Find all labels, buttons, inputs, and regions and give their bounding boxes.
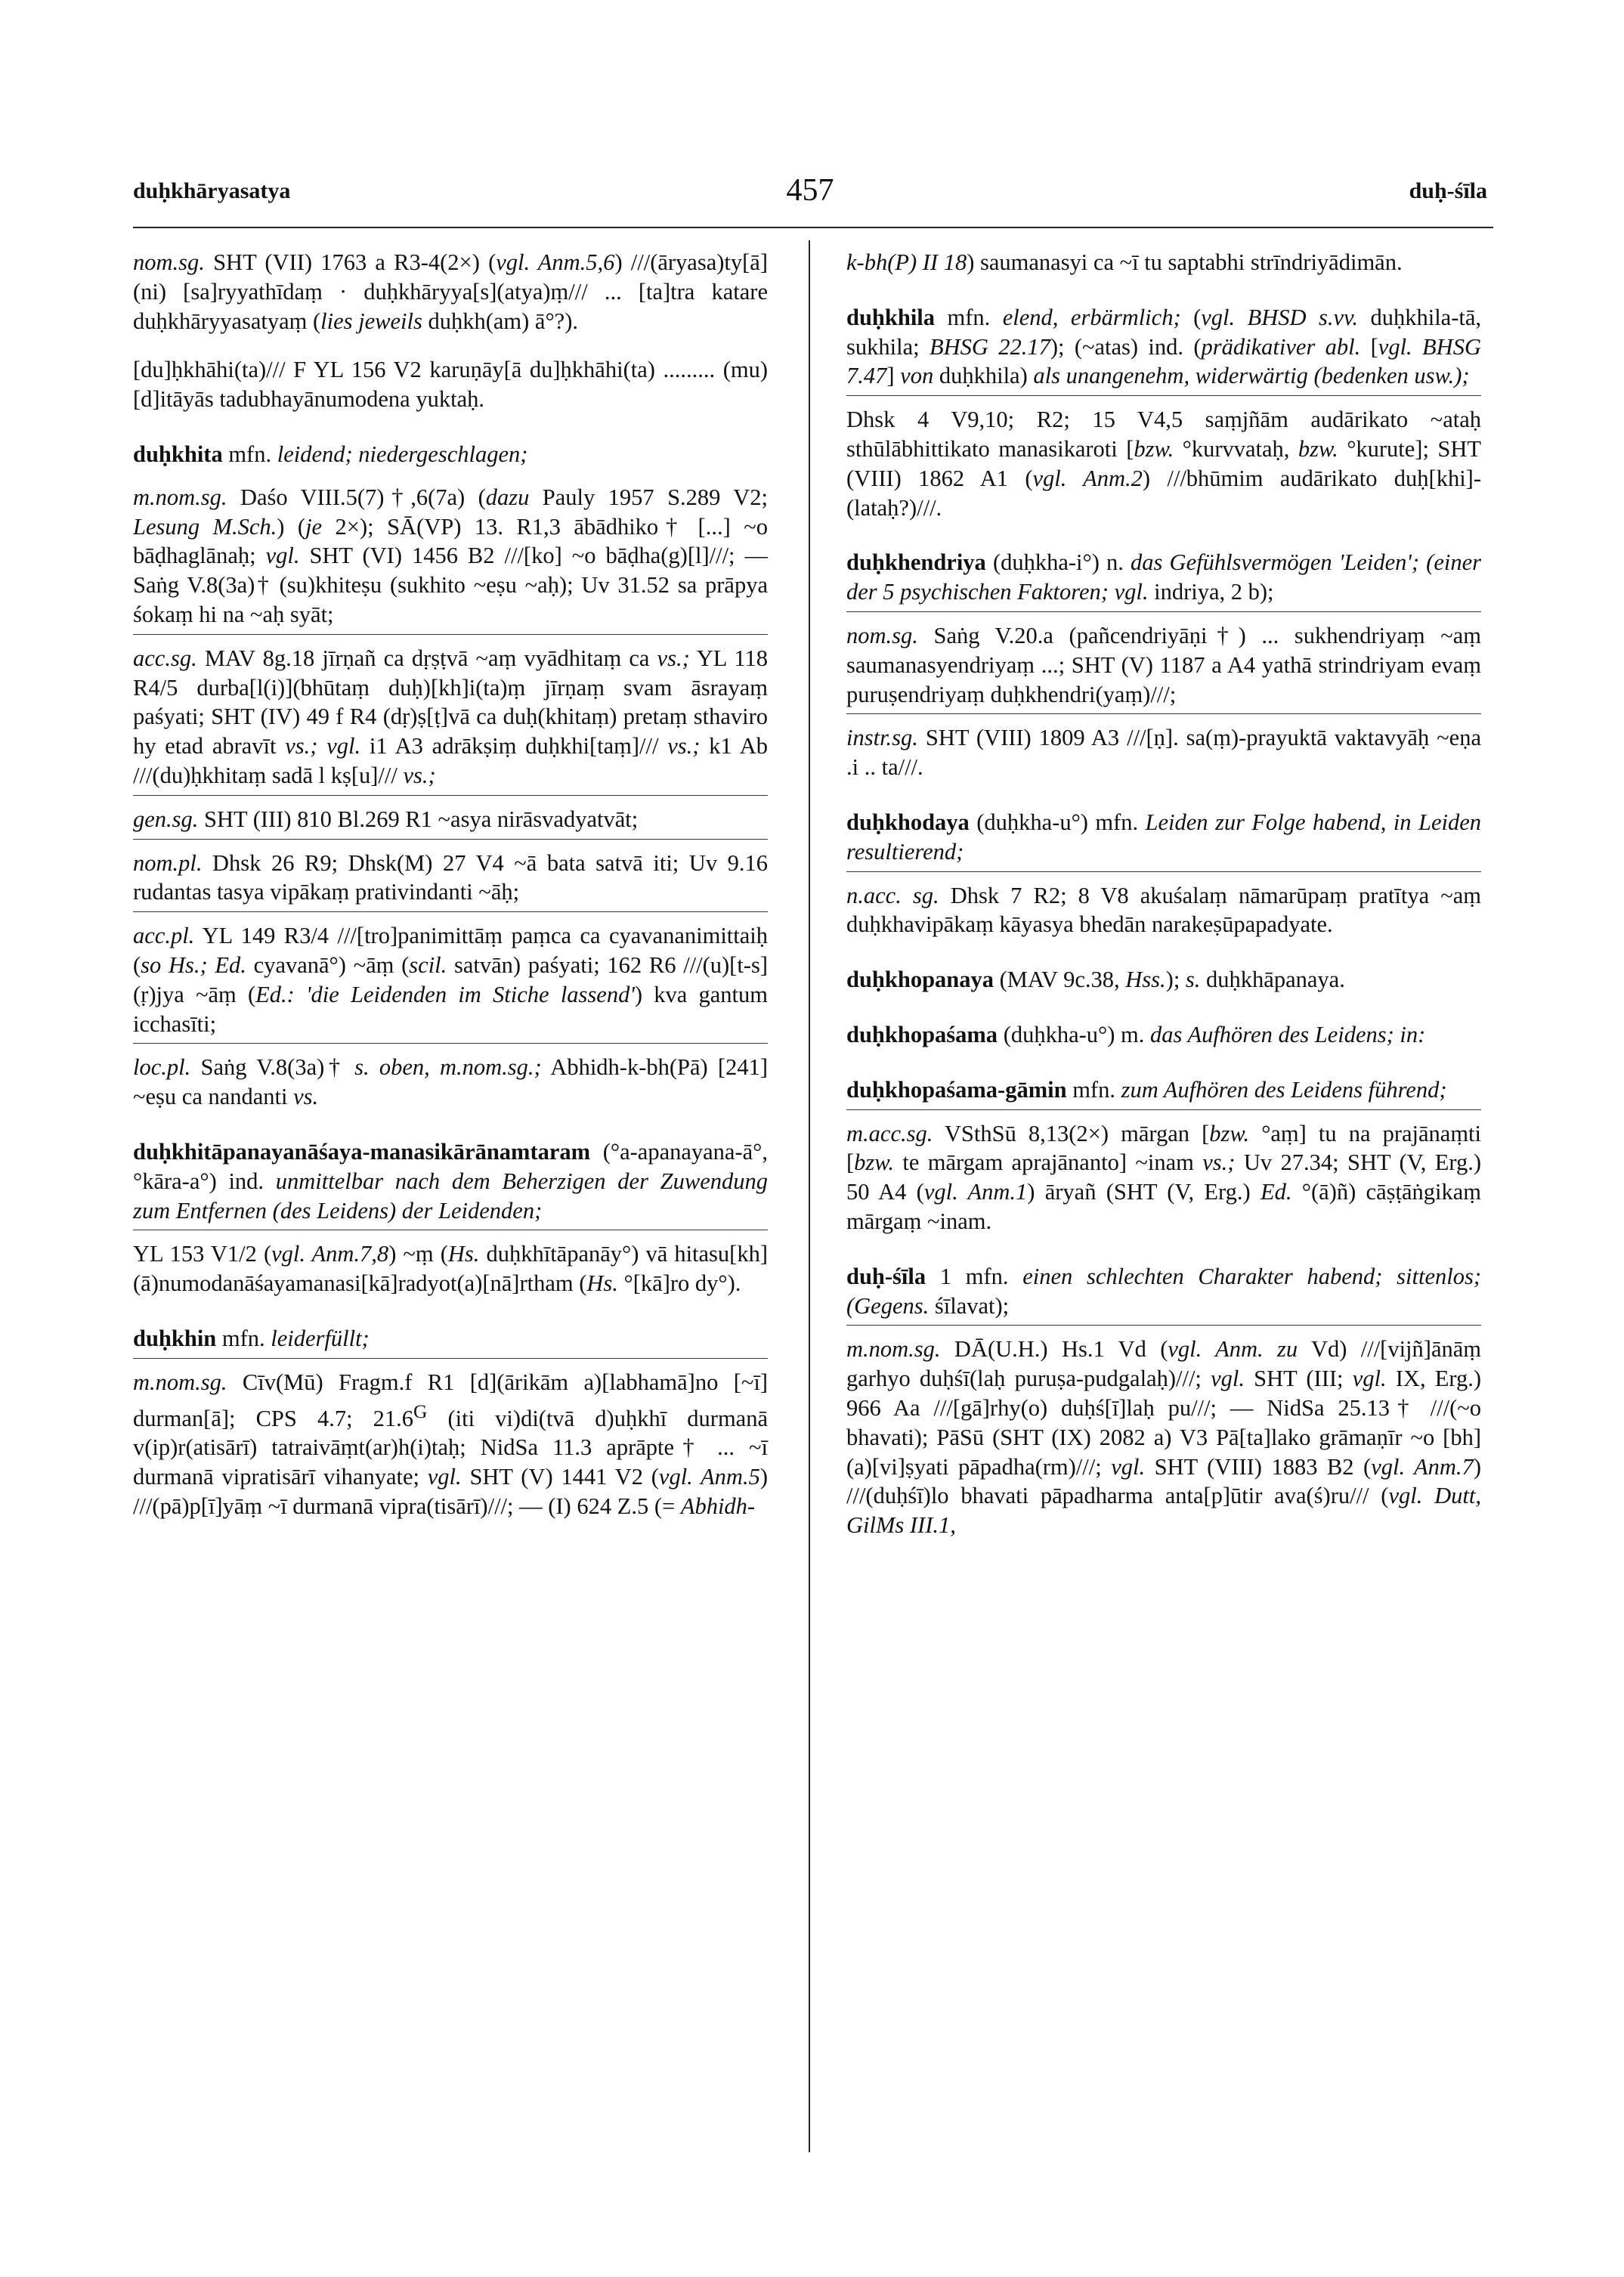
entry-paragraph: acc.pl. YL 149 R3/4 ///[tro]panimittāṃ paṃca ca cyavananimittaiḥ (so Hs.; Ed. cyavanā°) ~āṃ (scil. satvān) paśyati; 162 R6 ///(u)[t-s](ṛ)jya ~āṃ (Ed.: 'die Leidenden im Stiche lassend') kva gantum icchasīti; [133,921,768,1044]
entry-paragraph: Dhsk 4 V9,10; R2; 15 V4,5 saṃjñām audārikato ~ataḥ sthūlābhittikato manasikaroti [bzw. °kurvvataḥ, bzw. °kurute]; SHT (VIII) 1862 A1 (vgl. Anm.2) ///bhūmim audārikato duḥ[khi]-(lataḥ?)///. [846,407,1482,521]
lemma-duhkhila: duḥkhila mfn. elend, erbärmlich; (vgl. BHSD s.vv. duḥkhila-tā, sukhila; BHSG 22.17); (~atas) ind. (prädikativer abl. [vgl. BHSG 7.47] von duḥkhila) als unangenehm, widerwärtig (bedenken usw.); [846,303,1481,396]
entry-paragraph: nom.sg. Saṅg V.20.a (pañcendriyāṇi†) ... sukhendriyaṃ ~aṃ saumanasyendriyaṃ ...; SHT (V) 1187 a A4 yathā strindriyam evaṃ puruṣendriyaṃ duḥkhendri(yaṃ)///; [846,621,1481,714]
running-header [133,173,1487,224]
entry-paragraph: YL 153 V1/2 (vgl. Anm.7,8) ~ṃ (Hs. duḥkhītāpanāy°) vā hitasu[kh](ā)numodanāśayamanasi[kā]radyot(a)[nā]rtham (Hs. °[kā]ro dy°). [133,1241,768,1297]
entry-paragraph: gen.sg. SHT (III) 810 Bl.269 R1 ~asya nirāsvadyatvāt; [133,805,768,840]
entry-paragraph: n.acc. sg. Dhsk 7 R2; 8 V8 akuśalaṃ nāmarūpaṃ pratītya ~aṃ duḥkhavipākaṃ kāyasya bhedān narakeṣūpapadyate. [846,882,1481,938]
entry-paragraph: instr.sg. SHT (VIII) 1809 A3 ///[ṇ]. sa(ṃ)-prayuktā vaktavyāḥ ~eṇa .i .. ta///. [846,725,1481,781]
entry-paragraph: m.nom.sg. DĀ(U.H.) Hs.1 Vd (vgl. Anm. zu Vd) ///[vijñ]ānāṃ garhyo duḥśī(laḥ puruṣa-pudgalaḥ)///; vgl. SHT (III; vgl. IX, Erg.) 966 Aa ///[gā]rhy(o) duḥś[ī]laḥ pu///; — NidSa 25.13† ///(~o bhavati); PāSū (SHT (IX) 2082 a) V3 Pā[ta]lako grāmaṇīr ~o [bh](a)[vi]ṣyati pāpadha(rm)///; vgl. SHT (VIII) 1883 B2 (vgl. Anm.7) ///(duḥśī)lo bhavati pāpadharma anta[p]ūtir ava(ś)ru/// (vgl. Dutt, GilMs III.1, [846,1336,1482,1539]
lemma-duh-sila: duḥ-śīla 1 mfn. einen schlechten Charakter habend; sittenlos; (Gegens. śīlavat); [846,1262,1481,1326]
entry-paragraph: nom.sg. SHT (VII) 1763 a R3-4(2×) (vgl. Anm.5,6) ///(āryasa)ty[ā](ni) [sa]ryyathīdaṃ · duḥkhāryya[s](atya)ṃ/// ... [ta]tra katare duḥkhāryyasatyaṃ (lies jeweils duḥkh(am) ā°?). [133,249,768,334]
lemma-duhkhendriya: duḥkhendriya (duḥkha-i°) n. das Gefühlsvermögen 'Leiden'; (einer der 5 psychischen Faktoren; vgl. indriya, 2 b); [846,548,1481,612]
lemma-duhkhopanaya: duḥkhopanaya (MAV 9c.38, Hss.); s. duḥkhāpanaya. [846,967,1345,993]
entry-paragraph: m.acc.sg. VSthSū 8,13(2×) mārgan [bzw. °aṃ] tu na prajānaṃti [bzw. te mārgam aprajānanto] ~inam vs.; Uv 27.34; SHT (V, Erg.) 50 A4 (vgl. Anm.1) āryañ (SHT (V, Erg.) Ed. °(ā)ñ) cāṣṭāṅgikaṃ mārgaṃ ~inam. [846,1120,1481,1234]
right-column [846,248,1481,1554]
lemma-duhkhopasama-gamin: duḥkhopaśama-gāmin mfn. zum Aufhören des Leidens führend; [846,1075,1481,1110]
header-rule [133,227,1493,228]
page-number: 457 [786,173,834,208]
entry-paragraph: m.nom.sg. Cīv(Mū) Fragm.f R1 [d](ārikām a)[labhamā]no [~ī] durman[ā]; CPS 4.7; $21.6^G$ (iti vi)di(tvā d)uḥkhī durmanā v(ip)r(atisārī) tatraivāṃt(ar)h(i)taḥ; NidSa 11.3 aprāpte† ... ~ī durmanā vipratisārī vihanyate; vgl. SHT (V) 1441 V2 (vgl. Anm.5) ///(pā)p[ī]yāṃ ~ī durmanā vipra(tisārī)///; — (I) 624 Z.5 (= Abhidh- [133,1369,768,1520]
left-column [133,248,768,1535]
lemma-duhkhopasama: duḥkhopaśama (duḥkha-u°) m. das Aufhören des Leidens; in: [846,1021,1426,1047]
lemma-duhkhitapanayanasaya: duḥkhitāpanayanāśaya-manasikārānamtaram (°a-apanayana-ā°, °kāra-a°) ind. unmittelbar nach dem Beherzigen der Zuwendung zum Entfernen (des Leidens) der Leidenden; [133,1137,768,1230]
entry-paragraph: nom.pl. Dhsk 26 R9; Dhsk(M) 27 V4 ~ā bata satvā iti; Uv 9.16 rudantas tasya vipākaṃ prativindanti ~āḥ; [133,849,768,913]
lemma-duhkhita: duḥkhita mfn. leidend; niedergeschlagen; [133,441,528,467]
lemma-duhkhodaya: duḥkhodaya (duḥkha-u°) mfn. Leiden zur Folge habend, in Leiden resultierend; [846,808,1481,872]
entry-paragraph: acc.sg. MAV 8g.18 jīrṇañ ca dṛṣṭvā ~aṃ vyādhitaṃ ca vs.; YL 118 R4/5 durba[l(i)](bhūtaṃ duḥ)[kh]i(ta)ṃ jīrṇaṃ svam āsrayaṃ paśyati; SHT (IV) 49 f R4 (dṛ)ṣ[ṭ]vā ca duḥ(khitaṃ) pretaṃ sthaviro hy etad abravīt vs.; vgl. i1 A3 adrākṣiṃ duḥkhi[taṃ]/// vs.; k1 Ab ///(du)ḥkhitaṃ sadā l kṣ[u]/// vs.; [133,644,768,796]
entry-paragraph: k-bh(P) II 18) saumanasyi ca ~ī tu saptabhi strīndriyādimān. [846,249,1403,275]
header-right-headword: duḥ-śīla [1409,178,1487,203]
header-left-headword: duḥkhāryasatya [133,178,291,203]
entry-paragraph: [du]ḥkhāhi(ta)/// F YL 156 V2 karuṇāy[ā du]ḥkhāhi(ta) ......... (mu)[d]itāyās tadubhayānumodena yuktaḥ. [133,357,768,413]
column-divider [809,240,810,2152]
lemma-duhkhin: duḥkhin mfn. leiderfüllt; [133,1324,768,1359]
entry-paragraph: m.nom.sg. Daśo VIII.5(7)†,6(7a) (dazu Pauly 1957 S.289 V2; Lesung M.Sch.) (je 2×); SĀ(VP) 13. R1,3 ābādhiko† [...] ~o bāḍhaglānaḥ; vgl. SHT (VI) 1456 B2 ///[ko] ~o bāḍha(g)[l]///; — Saṅg V.8(3a)† (su)khiteṣu (sukhito ~eṣu ~aḥ); Uv 31.52 sa prāpya śokaṃ hi na ~aḥ syāt; [133,483,768,635]
entry-paragraph: loc.pl. Saṅg V.8(3a)† s. oben, m.nom.sg.; Abhidh-k-bh(Pā) [241] ~eṣu ca nandanti vs. [133,1054,768,1110]
